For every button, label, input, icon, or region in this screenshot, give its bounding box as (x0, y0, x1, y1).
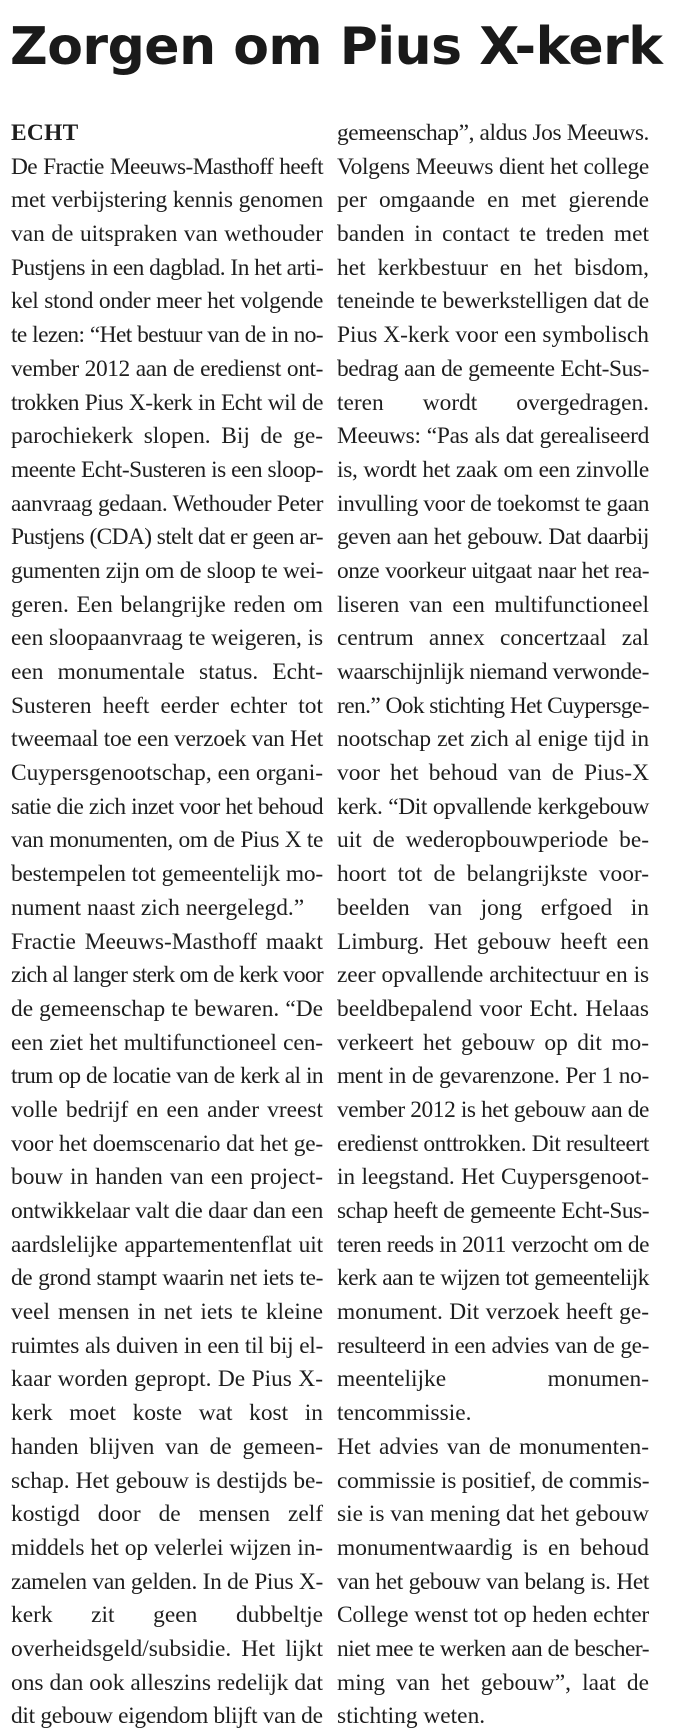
text-line: kerk aan te wijzen tot gemeentelijk (337, 1265, 649, 1292)
text-line: meente Echt-Susteren is een sloop- (11, 456, 323, 483)
text-line: bestempelen tot gemeentelijk mo- (11, 861, 323, 888)
text-line: teneinde te bewerkstelligen dat de (337, 288, 649, 315)
text-line: niet mee te werken aan de bescher- (337, 1635, 649, 1662)
text-line: kaar worden gepropt. De Pius X- (11, 1366, 323, 1393)
text-line: Susteren heeft eerder echter tot (11, 692, 323, 719)
text-line: beelden van jong erfgoed in (337, 894, 649, 921)
article-headline: Zorgen om Pius X-kerk (10, 17, 663, 77)
text-line: centrum annex concertzaal zal (337, 625, 649, 652)
text-line: een sloopaanvraag te weigeren, is (11, 625, 323, 652)
text-line: Limburg. Het gebouw heeft een (337, 928, 649, 955)
text-line: vember 2012 aan de eredienst ont- (11, 355, 323, 382)
text-line: kerk. “Dit opvallende kerkgebouw (337, 793, 649, 820)
text-line: Volgens Meeuws dient het college (337, 153, 649, 180)
text-line: nootschap zet zich al enige tijd in (337, 726, 649, 753)
text-line: geren. Een belangrijke reden om (11, 591, 323, 618)
text-line: vember 2012 is het gebouw aan de (337, 1096, 649, 1123)
text-line: monumentwaardig is en behoud (337, 1534, 649, 1561)
text-line: beeldbepalend voor Echt. Helaas (337, 995, 649, 1022)
text-line: gumenten zijn om de sloop te wei- (11, 557, 323, 584)
text-line: dit gebouw eigendom blijft van de (11, 1703, 323, 1730)
text-line: monument. Dit verzoek heeft ge- (337, 1299, 649, 1326)
text-line: invulling voor de toekomst te gaan (337, 490, 649, 517)
text-line: kerk moet koste wat kost in (11, 1400, 323, 1427)
text-line: kel stond onder meer het volgende (11, 288, 323, 315)
text-line: satie die zich inzet voor het behoud (11, 793, 323, 820)
text-line: voor het doemscenario dat het ge- (11, 1130, 323, 1157)
text-line: eredienst onttrokken. Dit resulteert (337, 1130, 649, 1157)
text-line: parochiekerk slopen. Bij de ge- (11, 423, 323, 450)
text-line: te lezen: “Het bestuur van de in no- (11, 322, 323, 349)
text-line: ment in de gevarenzone. Per 1 no- (337, 1063, 649, 1090)
text-line: Pustjens (CDA) stelt dat er geen ar- (11, 524, 323, 551)
text-line: de grond stampt waarin net iets te- (11, 1265, 323, 1292)
text-line: voor het behoud van de Pius-X (337, 760, 649, 787)
text-line: schap. Het gebouw is destijds be- (11, 1467, 323, 1494)
text-line: van de uitspraken van wethouder (11, 221, 323, 248)
text-line: trokken Pius X-kerk in Echt wil de (11, 389, 323, 416)
text-line: banden in contact te treden met (337, 221, 649, 248)
text-line: het kerkbestuur en het bisdom, (337, 254, 649, 281)
text-line: tweemaal toe een verzoek van Het (11, 726, 323, 753)
text-line: volle bedrijf en een ander vreest (11, 1096, 323, 1123)
text-line: zamelen van gelden. In de Pius X- (11, 1568, 323, 1595)
text-line: sie is van mening dat het gebouw (337, 1501, 649, 1528)
text-line: Pustjens in een dagblad. In het arti- (11, 254, 324, 281)
text-line: ruimtes als duiven in een til bij el- (11, 1332, 323, 1359)
text-line: aanvraag gedaan. Wethouder Peter (11, 490, 323, 517)
text-line: waarschijnlijk niemand verwonde- (337, 659, 649, 685)
text-line: van het gebouw van belang is. Het (337, 1568, 649, 1595)
text-line: bedrag aan de gemeente Echt-Sus- (337, 355, 649, 382)
text-line: per omgaande en met gierende (337, 187, 649, 214)
left-column-body (11, 151, 323, 1734)
text-line: veel mensen in net iets te kleine (11, 1299, 323, 1326)
text-line: de gemeenschap te bewaren. “De (11, 995, 323, 1022)
text-line: uit de wederopbouwperiode be- (337, 827, 649, 854)
text-line: middels het op velerlei wijzen in- (11, 1534, 323, 1561)
text-line: stichting weten. (337, 1703, 486, 1730)
text-line: overheidsgeld/subsidie. Het lijkt (11, 1635, 323, 1662)
text-line: is, wordt het zaak om een zinvolle (337, 456, 649, 483)
text-line: resulteerd in een advies van de ge- (337, 1332, 649, 1359)
text-line: van monumenten, om de Pius X te (11, 827, 323, 854)
text-line: Meeuws: “Pas als dat gerealiseerd (337, 423, 649, 450)
text-line: kostigd door de mensen zelf (11, 1501, 323, 1528)
article-column-left (11, 117, 323, 1734)
text-line: Fractie Meeuws-Masthoff maakt (11, 928, 323, 955)
text-line: een ziet het multifunctioneel cen- (11, 1029, 323, 1056)
article-dateline: ECHT (11, 120, 79, 146)
text-line: Het advies van de monumenten- (337, 1433, 649, 1460)
text-line: zich al langer sterk om de kerk voor (11, 962, 323, 989)
text-line: in leegstand. Het Cuypersgenoot- (337, 1164, 649, 1191)
text-line: hoort tot de belangrijkste voor- (337, 861, 649, 888)
text-line: aardslelijke appartementenflat uit (11, 1231, 323, 1258)
text-line: een monumentale status. Echt- (11, 659, 323, 685)
right-column-body (337, 117, 649, 1734)
text-line: gemeenschap”, aldus Jos Meeuws. (337, 120, 649, 146)
text-line: ren.” Ook stichting Het Cuypersge- (337, 692, 649, 719)
text-line: met verbijstering kennis genomen (11, 187, 323, 214)
text-line: onze voorkeur uitgaat naar het rea- (337, 557, 649, 584)
text-line: handen blijven van de gemeen- (11, 1433, 323, 1460)
text-line: ons dan ook alleszins redelijk dat (11, 1669, 323, 1696)
text-line: Pius X-kerk voor een symbolisch (337, 322, 649, 349)
text-line: College wenst tot op heden echter (337, 1602, 649, 1629)
text-line: ontwikkelaar valt die daar dan een (11, 1198, 323, 1224)
text-line: bouw in handen van een project- (11, 1164, 323, 1191)
text-line: De Fractie Meeuws-Masthoff heeft (11, 153, 323, 180)
text-line: liseren van een multifunctioneel (337, 591, 649, 618)
text-line: tencommissie. (337, 1400, 472, 1427)
text-line: commissie is positief, de commis- (337, 1467, 650, 1494)
text-line: schap heeft de gemeente Echt-Sus- (337, 1198, 649, 1224)
text-line: ming van het gebouw”, laat de (337, 1669, 649, 1696)
text-line: kerk zit geen dubbeltje (11, 1602, 323, 1629)
text-line: verkeert het gebouw op dit mo- (337, 1029, 649, 1056)
text-line: teren wordt overgedragen. (337, 389, 649, 416)
text-line: trum op de locatie van de kerk al in (11, 1063, 323, 1090)
text-line: teren reeds in 2011 verzocht om de (337, 1231, 649, 1258)
article-column-right (337, 117, 649, 1734)
text-line: Cuypersgenootschap, een organi- (11, 760, 324, 787)
text-line: geven aan het gebouw. Dat daarbij (337, 524, 649, 551)
text-line: zeer opvallende architectuur en is (337, 962, 649, 989)
text-line: nument naast zich neergelegd.” (11, 894, 305, 921)
text-line: meentelijke monumen- (337, 1366, 649, 1393)
